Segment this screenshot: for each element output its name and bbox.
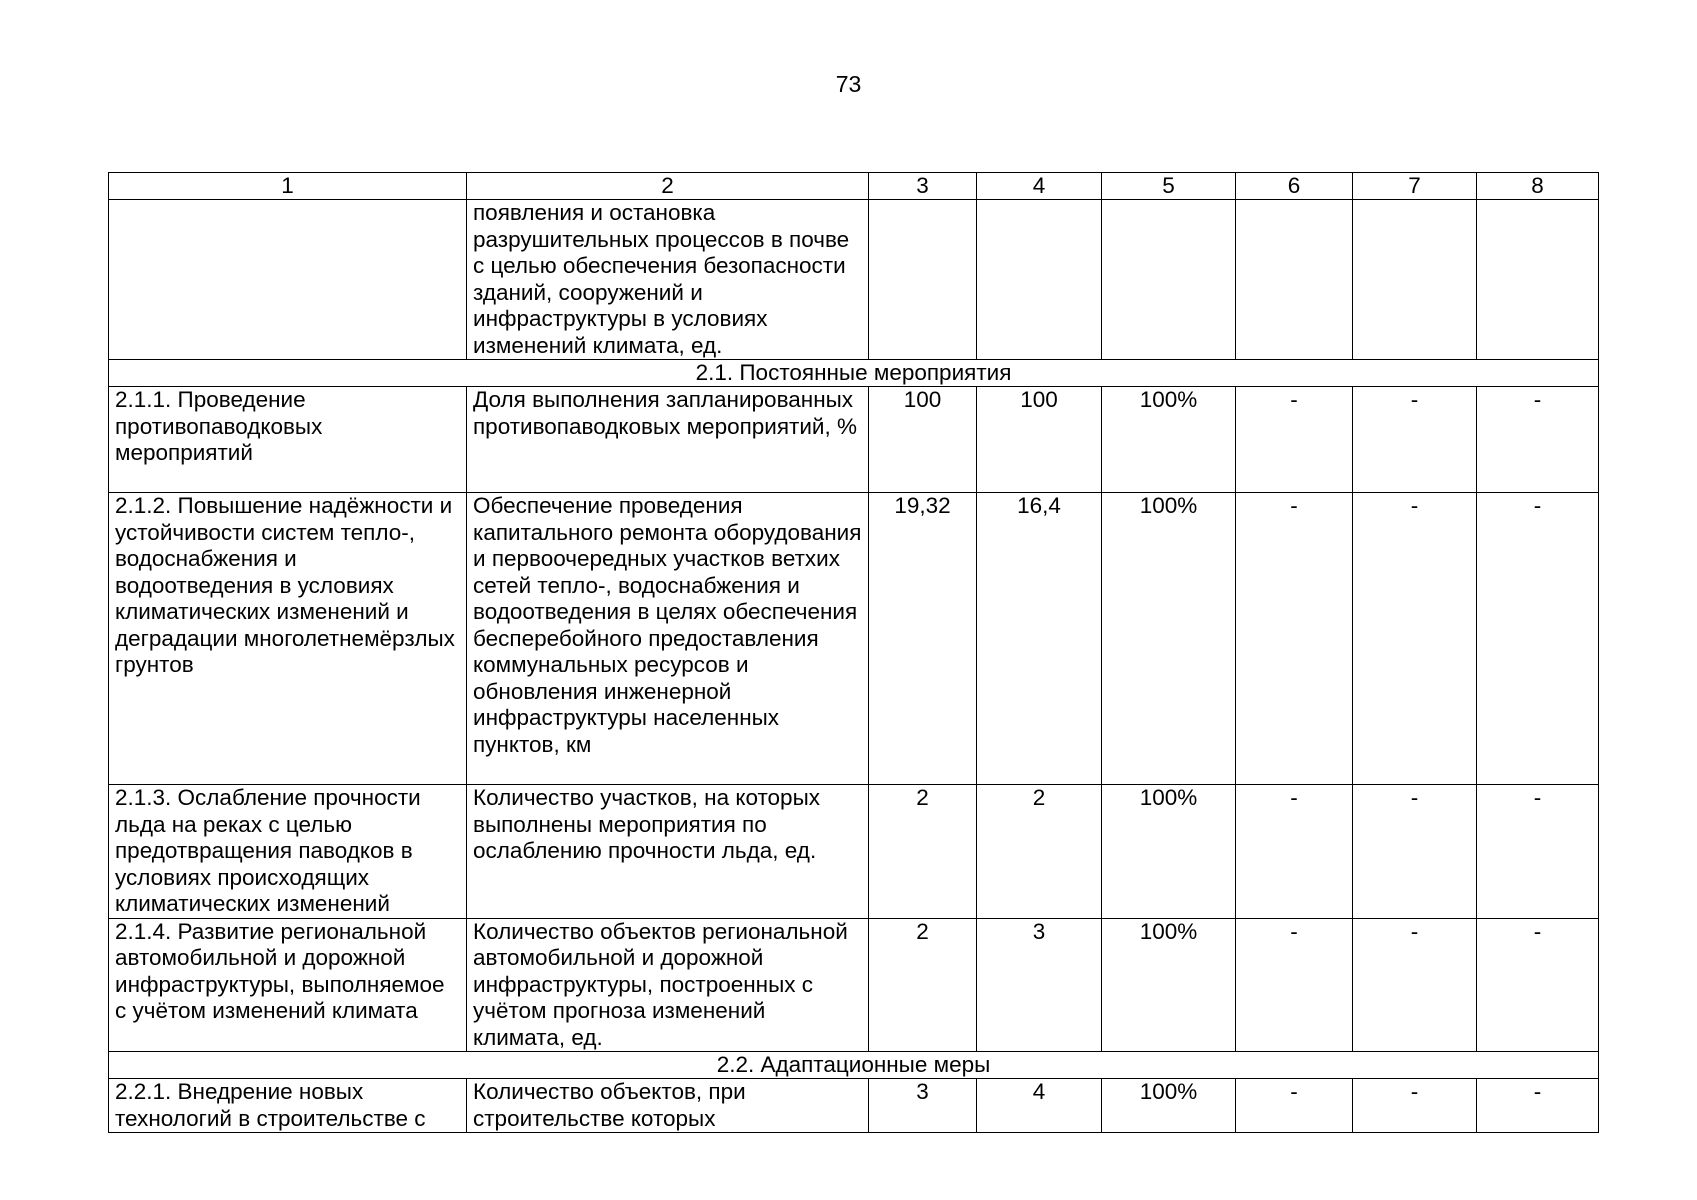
column-header: 5 xyxy=(1102,173,1236,200)
cell-value: - xyxy=(1236,387,1353,493)
cell-value: 16,4 xyxy=(977,493,1102,785)
cell-value: 2 xyxy=(869,918,977,1052)
cell-measure: 2.1.1. Проведение противопаводковых мероприятий xyxy=(109,387,467,493)
table-row xyxy=(109,918,1599,1052)
table-row xyxy=(109,387,1599,493)
cell-value xyxy=(1477,200,1599,360)
cell-value: 100% xyxy=(1102,387,1236,493)
cell-value xyxy=(1102,200,1236,360)
cell-value: 100 xyxy=(977,387,1102,493)
cell-measure: 2.1.3. Ослабление прочности льда на реках с целью предотвращения паводков в условиях происходящих климатических изменений xyxy=(109,785,467,919)
cell-value: - xyxy=(1477,785,1599,919)
column-header: 2 xyxy=(467,173,869,200)
cell-value: 2 xyxy=(977,785,1102,919)
cell-value: - xyxy=(1477,1079,1599,1133)
cell-value xyxy=(869,200,977,360)
cell-value: - xyxy=(1477,493,1599,785)
cell-value: 3 xyxy=(977,918,1102,1052)
column-header: 7 xyxy=(1353,173,1477,200)
cell-value: 100 xyxy=(869,387,977,493)
section-title: 2.2. Адаптационные меры xyxy=(109,1052,1599,1079)
cell-value: 100% xyxy=(1102,1079,1236,1133)
cell-measure xyxy=(109,200,467,360)
cell-value: - xyxy=(1236,785,1353,919)
cell-value: - xyxy=(1353,387,1477,493)
cell-value: 100% xyxy=(1102,493,1236,785)
cell-value: - xyxy=(1477,387,1599,493)
cell-value: 19,32 xyxy=(869,493,977,785)
cell-value: - xyxy=(1477,918,1599,1052)
cell-value: - xyxy=(1236,493,1353,785)
cell-value xyxy=(1353,200,1477,360)
cell-value: 3 xyxy=(869,1079,977,1133)
cell-value: - xyxy=(1353,1079,1477,1133)
table-row xyxy=(109,493,1599,785)
section-title: 2.1. Постоянные мероприятия xyxy=(109,360,1599,387)
cell-value: 100% xyxy=(1102,785,1236,919)
cell-indicator: Количество объектов региональной автомобильной и дорожной инфраструктуры, построенных с учётом прогноза изменений климата, ед. xyxy=(467,918,869,1052)
cell-measure: 2.2.1. Внедрение новых технологий в строительстве с xyxy=(109,1079,467,1133)
cell-indicator: появления и остановка разрушительных процессов в почве с целью обеспечения безопасности зданий, сооружений и инфраструктуры в условиях изменений климата, ед. xyxy=(467,200,869,360)
section-heading-row xyxy=(109,1052,1599,1079)
column-header: 4 xyxy=(977,173,1102,200)
cell-indicator: Обеспечение проведения капитального ремонта оборудования и первоочередных участков ветхих сетей тепло-, водоснабжения и водоотведения в целях обеспечения бесперебойного предоставления коммунальных ресурсов и обновления инженерной инфраструктуры населенных пунктов, км xyxy=(467,493,869,785)
cell-indicator: Доля выполнения запланированных противопаводковых мероприятий, % xyxy=(467,387,869,493)
section-heading-row xyxy=(109,360,1599,387)
cell-measure: 2.1.4. Развитие региональной автомобильной и дорожной инфраструктуры, выполняемое с учётом изменений климата xyxy=(109,918,467,1052)
column-header: 3 xyxy=(869,173,977,200)
cell-indicator: Количество участков, на которых выполнены мероприятия по ослаблению прочности льда, ед. xyxy=(467,785,869,919)
cell-value: - xyxy=(1353,918,1477,1052)
indicators-table xyxy=(108,172,1599,1133)
table-row xyxy=(109,200,1599,360)
cell-value: 4 xyxy=(977,1079,1102,1133)
cell-value: 2 xyxy=(869,785,977,919)
cell-value xyxy=(1236,200,1353,360)
cell-value: - xyxy=(1236,918,1353,1052)
column-header: 1 xyxy=(109,173,467,200)
cell-indicator: Количество объектов, при строительстве которых xyxy=(467,1079,869,1133)
column-header: 6 xyxy=(1236,173,1353,200)
cell-value xyxy=(977,200,1102,360)
column-header: 8 xyxy=(1477,173,1599,200)
cell-value: - xyxy=(1353,785,1477,919)
table-row xyxy=(109,1079,1599,1133)
cell-measure: 2.1.2. Повышение надёжности и устойчивости систем тепло-, водоснабжения и водоотведения в условиях климатических изменений и деградации многолетнемёрзлых грунтов xyxy=(109,493,467,785)
page-number: 73 xyxy=(835,71,862,97)
cell-value: - xyxy=(1236,1079,1353,1133)
cell-value: 100% xyxy=(1102,918,1236,1052)
cell-value: - xyxy=(1353,493,1477,785)
table-row xyxy=(109,785,1599,919)
table-header-row xyxy=(109,173,1599,200)
